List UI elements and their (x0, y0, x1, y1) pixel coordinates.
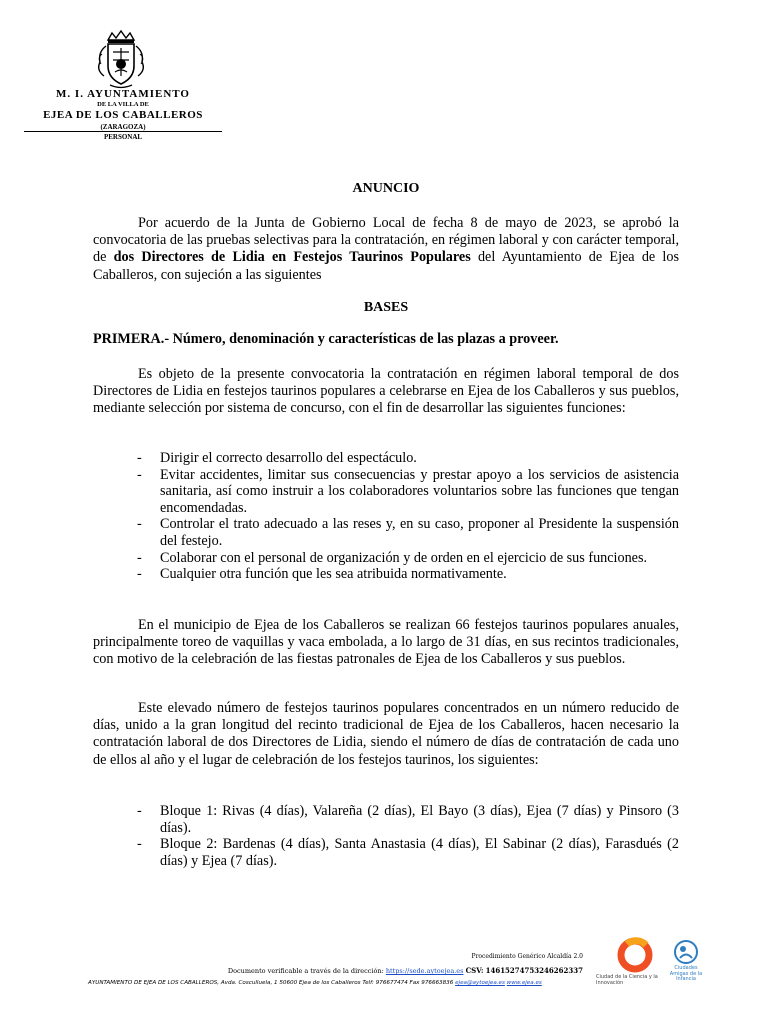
section-primera-title: PRIMERA.- Número, denominación y características de las plazas a proveer. (93, 331, 559, 347)
footer-email-link[interactable]: ejea@aytoejea.es (455, 980, 505, 986)
coat-of-arms-icon (92, 30, 150, 90)
intro-text-start: Por acuerdo de la Junta de Gobierno Local de fecha 8 de mayo de 2023, se aprobó la convocatoria de las pruebas selectivas para la contratación, en régimen laboral y con carácter temporal, de (93, 215, 679, 266)
letterhead-department: PERSONAL (103, 133, 143, 141)
document-title: ANUNCIO (352, 181, 420, 196)
csv-code: 14615274753246262337 (485, 966, 583, 975)
list-item: - Colaborar con el personal de organización y de orden en el ejercicio de sus funciones. (137, 550, 679, 567)
intro-text-end: del Ayuntamiento de Ejea de los Caballeros, con sujeción a las siguientes (93, 249, 679, 283)
letterhead-line-1: M. I. AYUNTAMIENTO (56, 88, 190, 100)
list-item: - Cualquier otra función que les sea atribuida normativamente. (137, 566, 679, 583)
list-item: - Controlar el trato adecuado a las reses y, en su caso, proponer al Presidente la suspensión del festejo. (137, 516, 679, 549)
footer-address-line (88, 980, 588, 986)
verification-link[interactable]: https://sede.aytoejea.es (385, 967, 464, 975)
verification-line (160, 966, 583, 975)
innovation-ring-logo-icon (596, 936, 658, 996)
section-primera-paragraph: Es objeto de la presente convocatoria la contratación en régimen laboral temporal de dos Directores de Lidia en festejos taurinos populares a celebrarse en Ejea de los Caballeros y sus pueblos, mediante selección por sistema de concurso, con el fin de desarrollar las siguientes funciones: (93, 366, 679, 417)
logo1-caption: Ciudad de la Ciencia y la Innovación (596, 974, 658, 986)
list-item: - Bloque 2: Bardenas (4 días), Santa Anastasia (4 días), El Sabinar (2 días), Farasdués (2 días) y Ejea (7 días). (137, 836, 679, 869)
procedure-label: Procedimiento Genérico Alcaldía 2.0 (471, 953, 583, 960)
contratacion-paragraph: Este elevado número de festejos taurinos populares concentrados en un número reducido de días, unido a la gran longitud del recinto tradicional de Ejea de los Caballeros, hacen necesario la contratación laboral de dos Directores de Lidia, siendo el número de días de contratación de cada uno de ellos al año y el lugar de celebración de los festejos taurinos, los siguientes: (93, 700, 679, 768)
letterhead-line-2: DE LA VILLA DE (97, 101, 149, 108)
intro-paragraph (93, 215, 679, 284)
list-item: - Evitar accidentes, limitar sus consecuencias y prestar apoyo a los servicios de asistencia sanitaria, así como instruir a los colaboradores voluntarios sobre las funciones que tengan encomendadas. (137, 467, 679, 517)
child-friendly-city-logo-icon (668, 936, 704, 992)
list-item: - Bloque 1: Rivas (4 días), Valareña (2 días), El Bayo (3 días), Ejea (7 días) y Pinsoro (3 días). (137, 803, 679, 836)
bases-title: BASES (363, 300, 409, 315)
footer-address: AYUNTAMIENTO DE EJEA DE LOS CABALLEROS, Avda. Cosculluela, 1 50600 Ejea de los Caballeros Telf: 976677474 Fax 976663836 (88, 980, 454, 986)
csv-label: CSV: (465, 966, 484, 975)
verification-text: Documento verificable a través de la dirección: (227, 967, 384, 975)
letterhead-province: (ZARAGOZA) (100, 123, 146, 131)
logo2-caption: Ciudades Amigas de la Infancia (669, 965, 703, 982)
festejos-paragraph: En el municipio de Ejea de los Caballeros se realizan 66 festejos taurinos populares anuales, principalmente toreo de vaquillas y vaca embolada, a lo largo de 31 días, en sus recintos tradicionales, con motivo de la celebración de las fiestas patronales de Ejea de los Caballeros y sus pueblos. (93, 617, 679, 668)
letterhead-divider (24, 131, 222, 132)
letterhead-municipality: EJEA DE LOS CABALLEROS (43, 109, 203, 121)
blocks-list (137, 803, 679, 869)
intro-text-bold: dos Directores de Lidia en Festejos Taurinos Populares (113, 249, 471, 266)
list-item: - Dirigir el correcto desarrollo del espectáculo. (137, 450, 679, 467)
functions-list (137, 450, 679, 583)
footer-website-link[interactable]: www.ejea.es (506, 980, 542, 986)
